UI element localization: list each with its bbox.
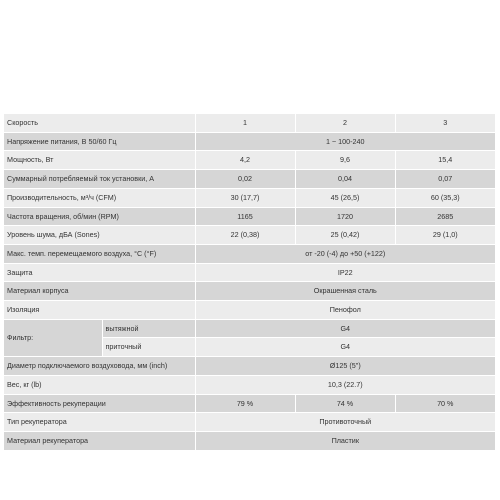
cell-value: от -20 (-4) до +50 (+122)	[195, 244, 495, 263]
cell-value: 10,3 (22.7)	[195, 375, 495, 394]
cell-value: 45 (26,5)	[295, 188, 395, 207]
cell-value: 0,04	[295, 170, 395, 189]
table-row	[4, 151, 495, 170]
cell-value: 0,07	[395, 170, 495, 189]
table-row	[4, 413, 495, 432]
row-label: Скорость	[4, 114, 195, 132]
table-row	[4, 207, 495, 226]
cell-value: 4,2	[195, 151, 295, 170]
cell-value: 60 (35,3)	[395, 188, 495, 207]
cell-value: 9,6	[295, 151, 395, 170]
table-row	[4, 226, 495, 245]
cell-value: 3	[395, 114, 495, 132]
table-row	[4, 431, 495, 450]
table-row	[4, 188, 495, 207]
cell-value: 1	[195, 114, 295, 132]
table-row	[4, 263, 495, 282]
row-label: Производительность, м³/ч (CFM)	[4, 188, 195, 207]
row-label: Напряжение питания, В 50/60 Гц	[4, 132, 195, 151]
cell-value: 29 (1,0)	[395, 226, 495, 245]
table-row	[4, 357, 495, 376]
row-label: Суммарный потребляемый ток установки, А	[4, 170, 195, 189]
row-label: Эффективность рекуперации	[4, 394, 195, 413]
cell-value: Пластик	[195, 431, 495, 450]
row-label: Тип рекуператора	[4, 413, 195, 432]
row-label: Защита	[4, 263, 195, 282]
row-label: Вес, кг (lb)	[4, 375, 195, 394]
cell-value: 15,4	[395, 151, 495, 170]
row-label: Изоляция	[4, 301, 195, 320]
table-row	[4, 375, 495, 394]
cell-value: Окрашенная сталь	[195, 282, 495, 301]
cell-value: 1 ~ 100-240	[195, 132, 495, 151]
cell-value: G4	[195, 319, 495, 338]
row-label: Фильтр:	[4, 319, 102, 356]
row-label: Макс. темп. перемещаемого воздуха, °С (°F)	[4, 244, 195, 263]
cell-value: 70 %	[395, 394, 495, 413]
cell-value: 25 (0,42)	[295, 226, 395, 245]
cell-value: 0,02	[195, 170, 295, 189]
row-label: Материал рекуператора	[4, 431, 195, 450]
row-label: Материал корпуса	[4, 282, 195, 301]
cell-value: IP22	[195, 263, 495, 282]
table-row	[4, 114, 495, 132]
table-row	[4, 394, 495, 413]
cell-value: 2	[295, 114, 395, 132]
table-row	[4, 170, 495, 189]
table-row	[4, 319, 495, 338]
row-label: Диаметр подключаемого воздуховода, мм (inch)	[4, 357, 195, 376]
cell-value: G4	[195, 338, 495, 357]
cell-value: 74 %	[295, 394, 395, 413]
cell-value: 1720	[295, 207, 395, 226]
cell-value: 1165	[195, 207, 295, 226]
table-row	[4, 244, 495, 263]
table-row	[4, 132, 495, 151]
cell-value: Ø125 (5")	[195, 357, 495, 376]
row-label: Уровень шума, дБА (Sones)	[4, 226, 195, 245]
spec-table	[4, 114, 495, 451]
cell-value: Пенофол	[195, 301, 495, 320]
cell-value: 22 (0,38)	[195, 226, 295, 245]
cell-value: 79 %	[195, 394, 295, 413]
row-label: Частота вращения, об/мин (RPM)	[4, 207, 195, 226]
row-label: Мощность, Вт	[4, 151, 195, 170]
cell-value: 2685	[395, 207, 495, 226]
sub-label: вытяжной	[102, 319, 195, 338]
table-row	[4, 282, 495, 301]
sub-label: приточный	[102, 338, 195, 357]
table-row	[4, 301, 495, 320]
cell-value: Противоточный	[195, 413, 495, 432]
cell-value: 30 (17,7)	[195, 188, 295, 207]
